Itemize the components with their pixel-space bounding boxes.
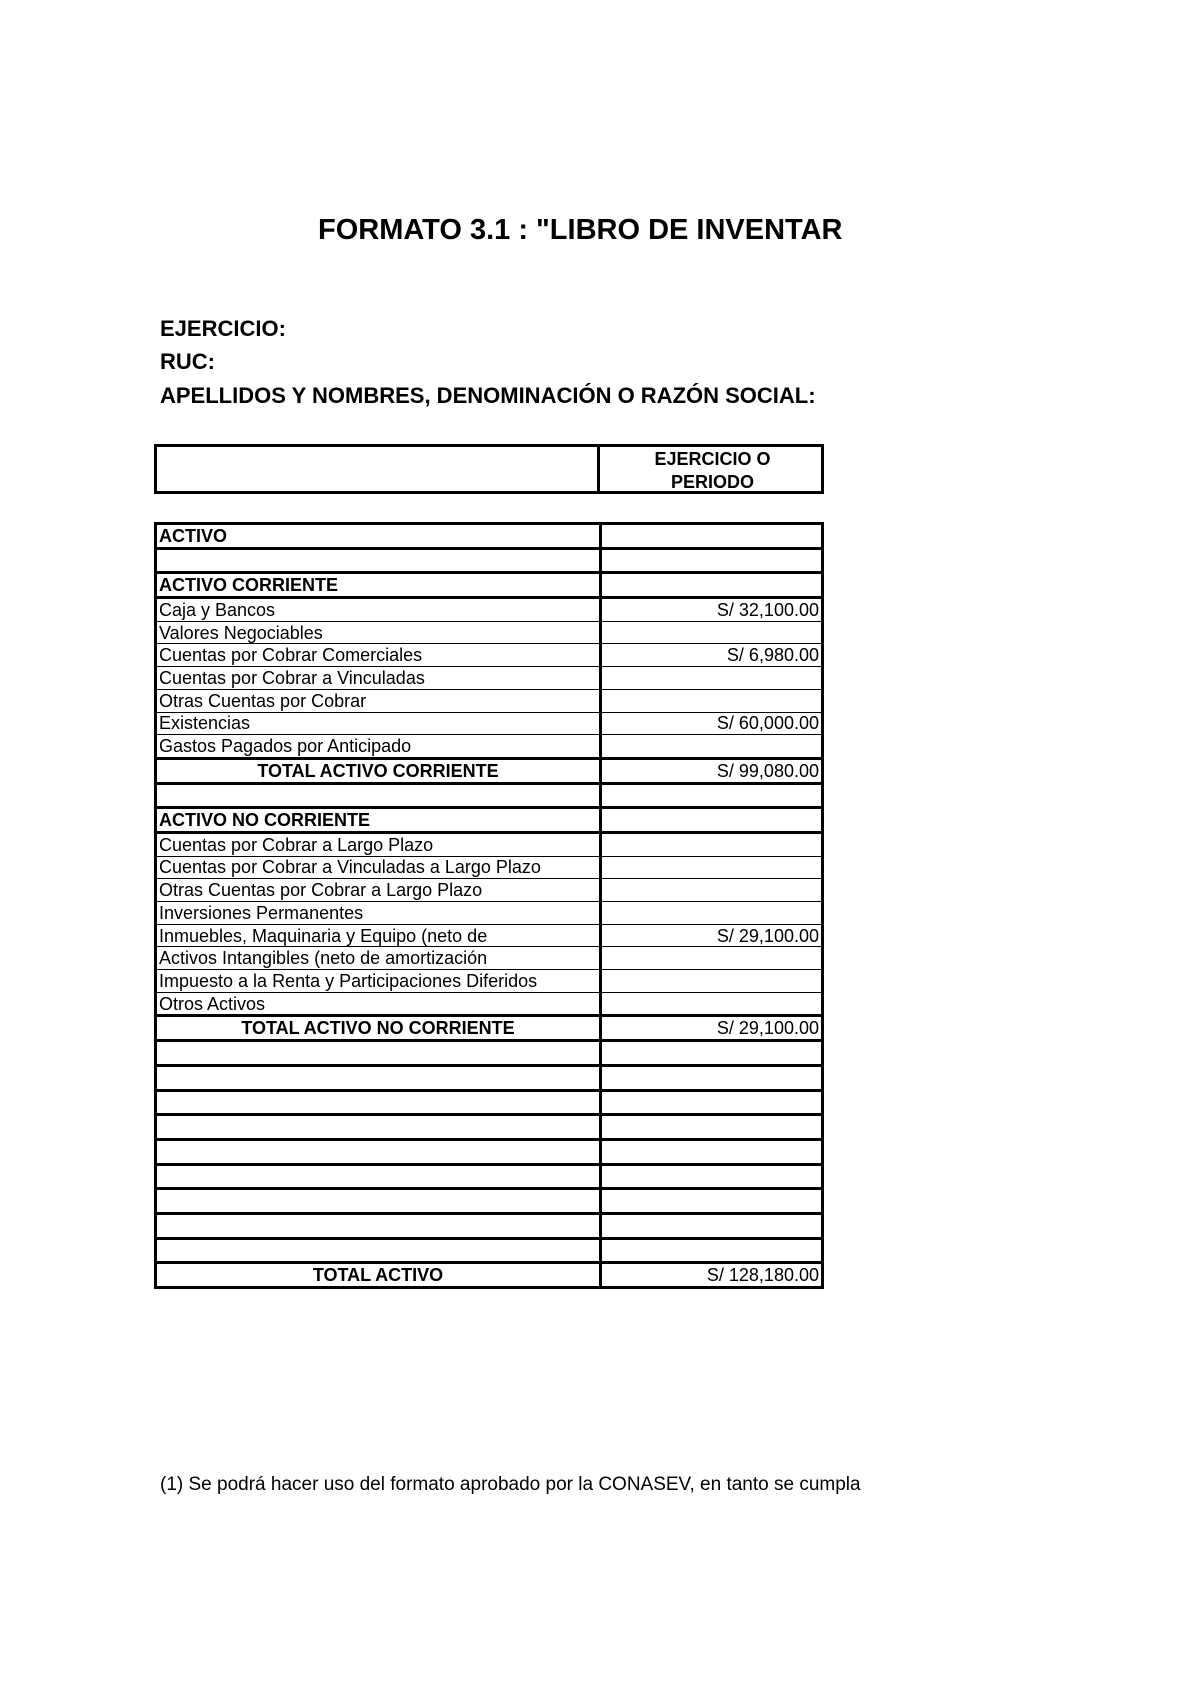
row-value [601, 856, 823, 879]
table-row [156, 832, 823, 856]
table-row [156, 1213, 823, 1238]
row-value [601, 1065, 823, 1090]
table-row [156, 879, 823, 902]
table-row [156, 783, 823, 808]
row-label [156, 1213, 601, 1238]
row-label: Cuentas por Cobrar a Vinculadas [156, 667, 601, 690]
row-value [601, 1139, 823, 1164]
total-row [156, 758, 823, 783]
section-row [156, 524, 823, 549]
row-value [601, 1041, 823, 1066]
row-value [601, 1213, 823, 1238]
row-label [156, 1164, 601, 1189]
row-value [601, 992, 823, 1016]
total-row [156, 1016, 823, 1041]
row-label: Gastos Pagados por Anticipado [156, 735, 601, 759]
table-row [156, 1041, 823, 1066]
row-value [601, 667, 823, 690]
table-row [156, 735, 823, 759]
row-label: Activos Intangibles (neto de amortización [156, 947, 601, 970]
total-row [156, 1263, 823, 1288]
section-row [156, 808, 823, 833]
row-label: Inmuebles, Maquinaria y Equipo (neto de [156, 924, 601, 947]
row-label: ACTIVO [156, 524, 601, 549]
table-row [156, 598, 823, 622]
table-row [156, 924, 823, 947]
row-label [156, 1238, 601, 1263]
table-row [156, 1164, 823, 1189]
row-value [601, 1090, 823, 1115]
row-label [156, 783, 601, 808]
row-value [601, 689, 823, 712]
row-value [601, 548, 823, 573]
row-label: TOTAL ACTIVO NO CORRIENTE [156, 1016, 601, 1041]
balance-table [154, 522, 824, 1289]
row-value [601, 832, 823, 856]
row-value [601, 621, 823, 644]
table-row [156, 621, 823, 644]
table-row [156, 1238, 823, 1263]
table-row [156, 1090, 823, 1115]
ejercicio-label: EJERCICIO: [160, 316, 286, 341]
row-label: Valores Negociables [156, 621, 601, 644]
table-row [156, 902, 823, 925]
table-row [156, 856, 823, 879]
table-row [156, 689, 823, 712]
row-label: Otras Cuentas por Cobrar a Largo Plazo [156, 879, 601, 902]
table-row [156, 667, 823, 690]
row-value: S/ 99,080.00 [601, 758, 823, 783]
row-value [601, 783, 823, 808]
row-value [601, 573, 823, 598]
razon-social-label: APELLIDOS Y NOMBRES, DENOMINACIÓN O RAZÓN SOCIAL: [160, 383, 816, 408]
row-label [156, 548, 601, 573]
row-value [601, 524, 823, 549]
row-value [601, 1164, 823, 1189]
row-label: Cuentas por Cobrar a Largo Plazo [156, 832, 601, 856]
column-header-description [157, 447, 600, 491]
row-value [601, 970, 823, 993]
row-label: Otras Cuentas por Cobrar [156, 689, 601, 712]
row-label: TOTAL ACTIVO [156, 1263, 601, 1288]
row-label: Inversiones Permanentes [156, 902, 601, 925]
ruc-label: RUC: [160, 349, 215, 374]
row-value: S/ 29,100.00 [601, 1016, 823, 1041]
document-title: FORMATO 3.1 : "LIBRO DE INVENTAR [318, 214, 843, 246]
column-header-line2: PERIODO [670, 472, 754, 492]
row-value [601, 879, 823, 902]
row-label [156, 1065, 601, 1090]
row-value: S/ 29,100.00 [601, 924, 823, 947]
row-value [601, 735, 823, 759]
row-label: ACTIVO CORRIENTE [156, 573, 601, 598]
row-value: S/ 32,100.00 [601, 598, 823, 622]
row-label: Existencias [156, 712, 601, 735]
table-row [156, 1065, 823, 1090]
row-label: Impuesto a la Renta y Participaciones Diferidos [156, 970, 601, 993]
row-label: Cuentas por Cobrar Comerciales [156, 644, 601, 667]
row-value [601, 902, 823, 925]
row-value [601, 808, 823, 833]
column-header-table [154, 444, 824, 494]
row-value [601, 1238, 823, 1263]
row-value: S/ 128,180.00 [601, 1263, 823, 1288]
row-label [156, 1115, 601, 1140]
row-label: Cuentas por Cobrar a Vinculadas a Largo Plazo [156, 856, 601, 879]
table-row [156, 1139, 823, 1164]
column-header-period [600, 447, 821, 491]
row-value [601, 947, 823, 970]
row-label: Caja y Bancos [156, 598, 601, 622]
row-label [156, 1090, 601, 1115]
table-row [156, 992, 823, 1016]
row-label [156, 1139, 601, 1164]
table-row [156, 970, 823, 993]
table-row [156, 644, 823, 667]
row-value [601, 1189, 823, 1214]
row-label [156, 1041, 601, 1066]
row-label [156, 1189, 601, 1214]
row-label: ACTIVO NO CORRIENTE [156, 808, 601, 833]
footnote: (1) Se podrá hacer uso del formato aprobado por la CONASEV, en tanto se cumpla [160, 1474, 861, 1495]
table-row [156, 947, 823, 970]
column-header-line1: EJERCICIO O [654, 449, 771, 469]
row-label: TOTAL ACTIVO CORRIENTE [156, 758, 601, 783]
row-value [601, 1115, 823, 1140]
section-row [156, 573, 823, 598]
row-label: Otros Activos [156, 992, 601, 1016]
table-row [156, 712, 823, 735]
table-row [156, 1115, 823, 1140]
row-value: S/ 60,000.00 [601, 712, 823, 735]
table-row [156, 1189, 823, 1214]
row-value: S/ 6,980.00 [601, 644, 823, 667]
table-row [156, 548, 823, 573]
